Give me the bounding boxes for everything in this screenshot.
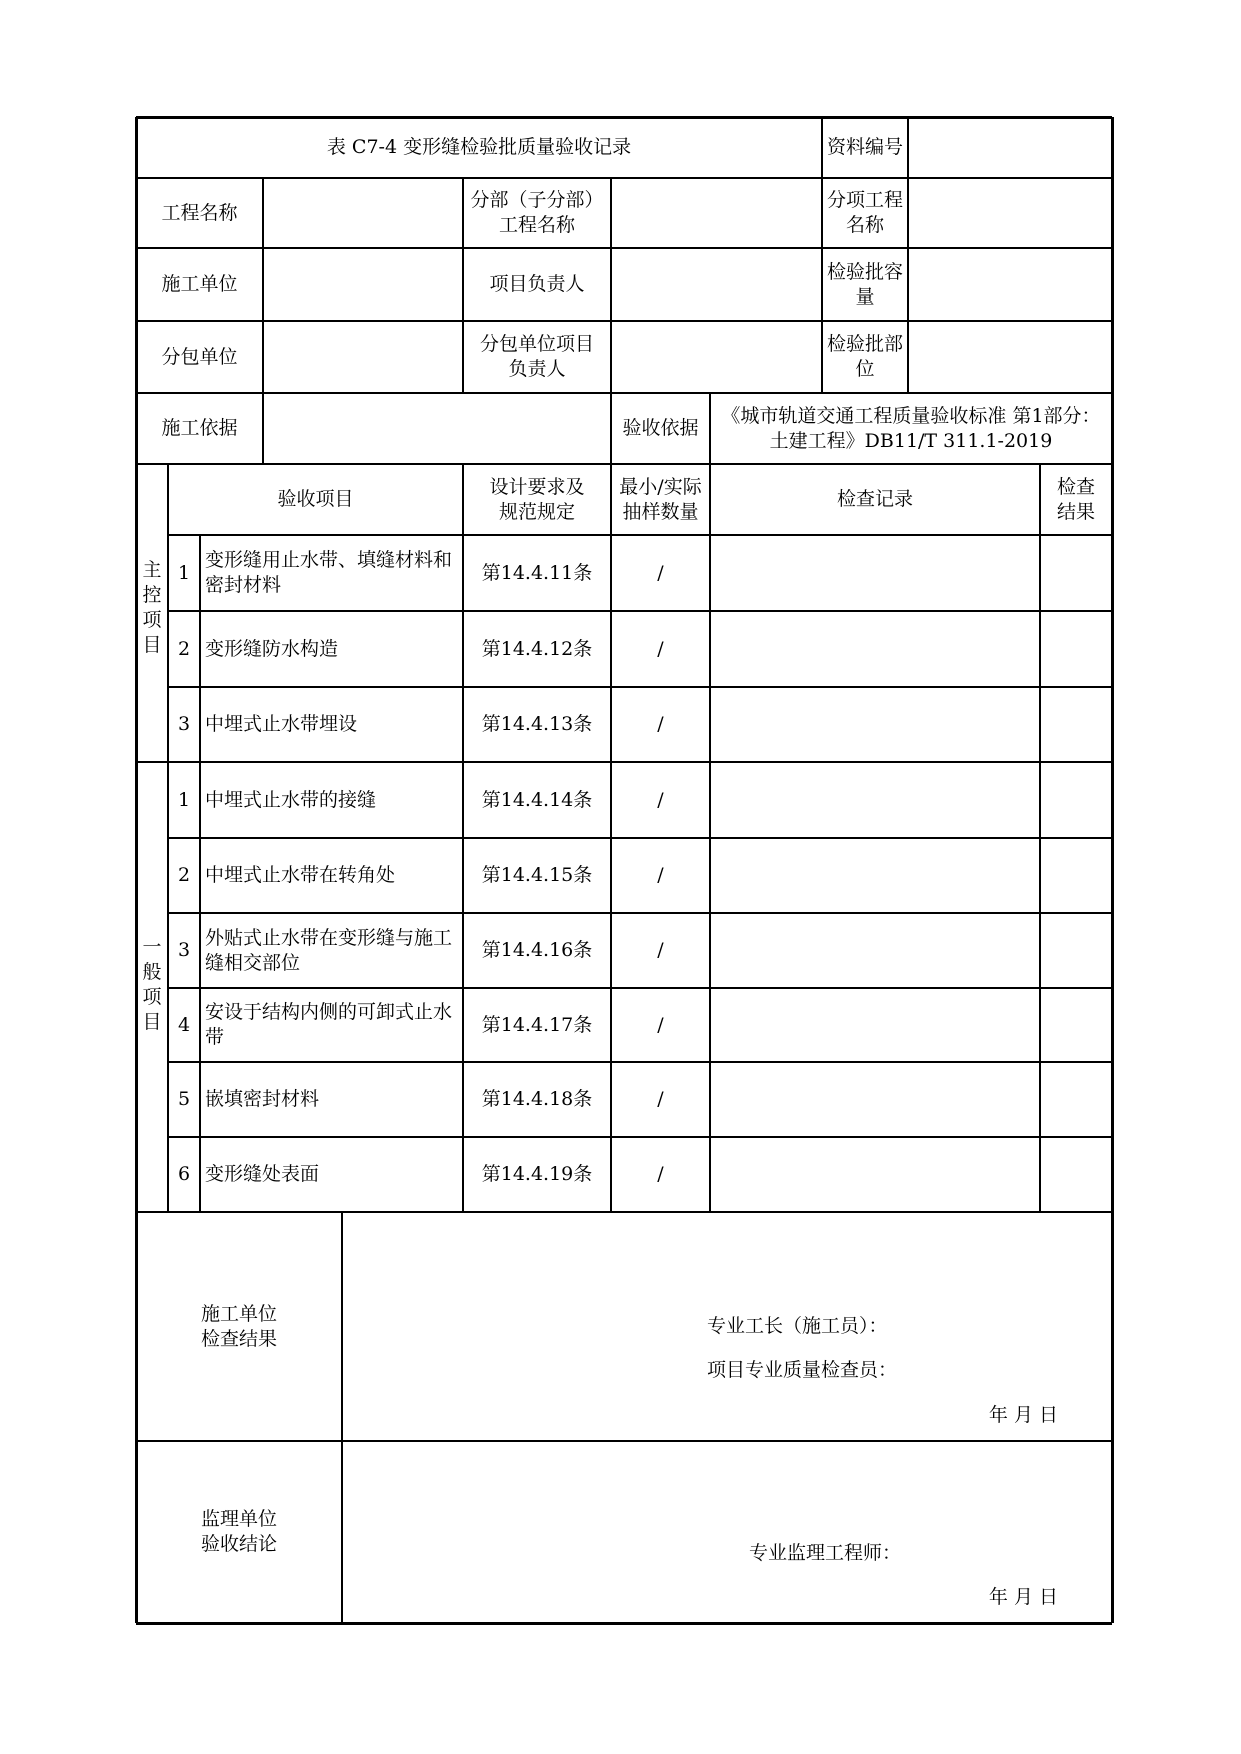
row-number-text: 3 [177,939,191,961]
constructor-field[interactable] [263,248,463,321]
header-check-result-text: 检查 结果 [1056,475,1095,523]
constructor-label-text: 施工单位 [161,273,238,295]
acceptance-basis-label-text: 验收依据 [622,417,699,439]
subdivision-label [463,178,611,248]
header-sample-count-text: 最小/实际 抽样数量 [619,475,702,523]
row-check-record-field[interactable] [710,838,1040,913]
row-item-name [200,838,463,913]
subcontractor-label [136,321,263,393]
row-check-result-field[interactable] [1040,611,1112,687]
supervising-engineer-signature-label: 专业监理工程师： [749,1542,902,1564]
doc-no-label-text: 资料编号 [826,136,903,158]
row-clause-text: 第14.4.15条 [481,864,593,886]
row-number-text: 5 [177,1088,191,1110]
row-number [168,1137,200,1212]
row-clause [463,611,611,687]
project-name-label-text: 工程名称 [161,201,238,224]
row-sample-count[interactable] [611,762,710,838]
row-sample-count[interactable] [611,913,710,988]
foreman-signature-label: 专业工长（施工员）： [707,1315,888,1337]
construction-basis-label-text: 施工依据 [161,417,238,439]
project-name-label [136,178,263,248]
construction-check-label [136,1212,342,1441]
row-clause [463,988,611,1062]
row-item-name-text: 嵌填密封材料 [205,1088,320,1110]
batch-location-field[interactable] [908,321,1112,393]
subdivision-field[interactable] [611,178,822,248]
project-leader-label-text: 项目负责人 [489,273,585,295]
quality-inspector-signature-label: 项目专业质量检查员： [707,1359,898,1381]
acceptance-basis-value [710,393,1112,464]
form-title [136,117,822,178]
project-leader-label [463,248,611,321]
row-number [168,913,200,988]
row-clause [463,838,611,913]
acceptance-basis-label [611,393,710,464]
row-number [168,838,200,913]
row-sample-count[interactable] [611,1137,710,1212]
header-sample-count [611,464,710,535]
construction-check-date: 年 月 日 [988,1404,1058,1426]
row-sample-count-text: / [657,713,664,735]
row-number [168,535,200,611]
row-clause [463,535,611,611]
form-title-text: 表 C7-4 变形缝检验批质量验收记录 [326,136,632,158]
row-sample-count-text: / [657,1013,664,1036]
subitem-label [822,178,908,248]
row-item-name [200,1137,463,1212]
general-items-label [136,928,168,1042]
row-sample-count[interactable] [611,687,710,762]
row-item-name [200,988,463,1062]
row-number [168,988,200,1062]
header-item [168,464,463,535]
row-item-name-text: 中埋式止水带的接缝 [205,788,377,811]
row-sample-count-text: / [657,637,664,660]
row-sample-count[interactable] [611,838,710,913]
row-check-result-field[interactable] [1040,535,1112,611]
row-clause [463,913,611,988]
batch-capacity-field[interactable] [908,248,1112,321]
row-item-name-text: 安设于结构内侧的可卸式止水 带 [205,1001,453,1048]
subitem-label-text: 分项工程 名称 [826,189,903,236]
row-number-text: 1 [177,561,191,584]
row-number [168,762,200,838]
construction-basis-label [136,393,263,464]
row-check-result-field[interactable] [1040,913,1112,988]
batch-location-label-text: 检验批部位 [826,333,903,380]
row-clause-text: 第14.4.14条 [481,788,593,811]
row-item-name [200,535,463,611]
row-sample-count-text: / [657,561,664,584]
supervision-date: 年 月 日 [988,1586,1058,1608]
row-check-result-field[interactable] [1040,1062,1112,1137]
batch-location-label [822,321,908,393]
supervision-label-text: 监理单位 验收结论 [200,1508,277,1555]
row-item-name [200,913,463,988]
row-check-record-field[interactable] [710,535,1040,611]
row-number [168,687,200,762]
acceptance-basis-value-text: 《城市轨道交通工程质量验收标准 第1部分： 土建工程》DB11/T 311.1-2019 [721,404,1101,452]
row-item-name [200,687,463,762]
row-check-record-field[interactable] [710,687,1040,762]
header-check-record-text: 检查记录 [836,488,913,510]
row-item-name-text: 变形缝处表面 [205,1163,320,1185]
row-check-record-field[interactable] [710,988,1040,1062]
row-item-name-text: 中埋式止水带埋设 [205,713,358,735]
row-sample-count-text: / [657,1088,664,1110]
row-clause-text: 第14.4.16条 [481,939,593,961]
main-control-label-text: 主控项目 [142,558,162,656]
row-item-name-text: 变形缝防水构造 [205,637,339,660]
header-design-requirement-text: 设计要求及 规范规定 [489,475,585,523]
row-item-name [200,1062,463,1137]
row-clause [463,687,611,762]
batch-capacity-label [822,248,908,321]
row-clause [463,1137,611,1212]
project-leader-field[interactable] [611,248,822,321]
row-item-name [200,762,463,838]
batch-capacity-label-text: 检验批容量 [826,260,903,308]
constructor-label [136,248,263,321]
row-number-text: 1 [177,788,191,811]
row-item-name [200,611,463,687]
subcontractor-label-text: 分包单位 [161,345,238,368]
subcontractor-field[interactable] [263,321,463,393]
row-clause [463,1062,611,1137]
doc-no-field[interactable] [908,117,1112,178]
main-control-label [136,555,168,660]
construction-basis-field[interactable] [263,393,611,464]
header-item-text: 验收项目 [277,488,354,510]
supervision-label [136,1441,342,1623]
header-check-result [1040,464,1112,535]
row-number-text: 3 [177,713,191,735]
row-item-name-text: 变形缝用止水带、填缝材料和 密封材料 [205,549,453,596]
row-sample-count-text: / [657,1163,664,1185]
row-clause-text: 第14.4.18条 [481,1088,593,1110]
subdivision-label-text: 分部（子分部） 工程名称 [470,189,604,236]
row-sample-count-text: / [657,939,664,961]
row-sample-count-text: / [657,864,664,886]
row-check-record-field[interactable] [710,913,1040,988]
row-number [168,1062,200,1137]
sub-leader-label-text: 分包单位项目 负责人 [479,333,594,380]
row-sample-count[interactable] [611,988,710,1062]
row-check-record-field[interactable] [710,1062,1040,1137]
row-item-name-text: 中埋式止水带在转角处 [205,864,396,886]
row-check-result-field[interactable] [1040,687,1112,762]
row-check-record-field[interactable] [710,611,1040,687]
row-clause-text: 第14.4.19条 [481,1163,593,1185]
row-clause-text: 第14.4.17条 [481,1013,593,1036]
row-number-text: 4 [177,1013,191,1036]
row-check-record-field[interactable] [710,1137,1040,1212]
sub-leader-label [463,321,611,393]
row-check-result-field[interactable] [1040,762,1112,838]
row-check-result-field[interactable] [1040,838,1112,913]
row-clause-text: 第14.4.12条 [481,637,593,660]
row-number [168,611,200,687]
subitem-field[interactable] [908,178,1112,248]
header-design-requirement [463,464,611,535]
row-sample-count[interactable] [611,535,710,611]
row-sample-count[interactable] [611,611,710,687]
project-name-field[interactable] [263,178,463,248]
row-sample-count[interactable] [611,1062,710,1137]
row-clause-text: 第14.4.13条 [481,713,593,735]
row-number-text: 6 [177,1163,191,1185]
header-check-record [710,464,1040,535]
sub-leader-field[interactable] [611,321,822,393]
construction-check-label-text: 施工单位 检查结果 [200,1302,277,1350]
row-clause [463,762,611,838]
row-sample-count-text: / [657,788,664,811]
row-number-text: 2 [177,637,191,660]
row-check-result-field[interactable] [1040,1137,1112,1212]
general-items-label-text: 一般项目 [142,936,162,1033]
row-item-name-text: 外贴式止水带在变形缝与施工 缝相交部位 [205,926,453,974]
row-number-text: 2 [177,864,191,886]
row-clause-text: 第14.4.11条 [481,561,593,584]
doc-no-label [822,117,908,178]
row-check-record-field[interactable] [710,762,1040,838]
row-check-result-field[interactable] [1040,988,1112,1062]
